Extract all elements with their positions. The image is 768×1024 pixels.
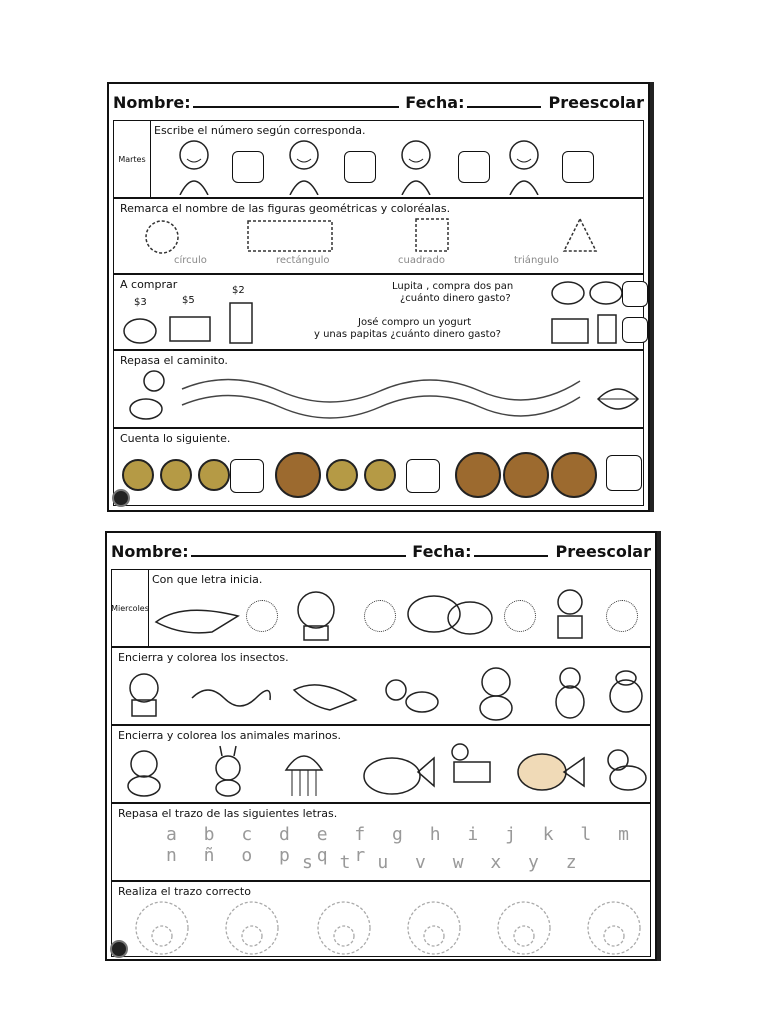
row-instruction: Realiza el trazo correcto bbox=[118, 885, 251, 898]
name-field[interactable] bbox=[191, 555, 407, 557]
answer-box[interactable] bbox=[622, 281, 648, 307]
ant-icon bbox=[122, 367, 178, 425]
bread-icon bbox=[588, 279, 624, 307]
shapes-row bbox=[113, 198, 644, 274]
insects-row bbox=[111, 647, 651, 725]
trace-letters-line-2[interactable]: s t u v w x y z bbox=[302, 852, 585, 873]
day-label: Martes bbox=[114, 121, 151, 197]
row-instruction: Con que letra inicia. bbox=[152, 573, 263, 586]
square-shape-icon bbox=[414, 217, 454, 257]
logo-icon bbox=[110, 940, 128, 958]
yogurt-icon bbox=[168, 311, 214, 345]
coin-group bbox=[122, 457, 232, 493]
answer-box[interactable] bbox=[230, 459, 264, 493]
question-1-line-2: ¿cuánto dinero gasto? bbox=[400, 293, 511, 304]
row-instruction: A comprar bbox=[120, 278, 178, 291]
pig-icon bbox=[122, 670, 166, 720]
snake-icon bbox=[188, 678, 272, 718]
sea-animals-row bbox=[111, 725, 651, 803]
wavy-path[interactable] bbox=[180, 369, 594, 427]
child-icon bbox=[174, 137, 214, 195]
letter-circle[interactable] bbox=[246, 600, 278, 632]
date-field[interactable] bbox=[474, 555, 548, 557]
child-icon bbox=[396, 137, 436, 195]
date-field[interactable] bbox=[467, 106, 541, 108]
level-label: Preescolar bbox=[548, 92, 644, 112]
answer-box[interactable] bbox=[232, 151, 264, 183]
zebra-icon bbox=[446, 740, 502, 800]
row-instruction: Remarca el nombre de las figuras geométricas y coloréalas. bbox=[120, 202, 451, 215]
bee-icon bbox=[602, 668, 652, 720]
lizard-icon bbox=[290, 670, 360, 720]
date-label: Fecha: bbox=[405, 92, 465, 112]
question-2-line-1: José compro un yogurt bbox=[358, 317, 472, 328]
leaf-icon bbox=[594, 381, 642, 417]
coin-icon bbox=[274, 451, 322, 499]
row-instruction: Repasa el trazo de las siguientes letras. bbox=[118, 807, 338, 820]
child-icon bbox=[504, 137, 544, 195]
trace-letters-row bbox=[111, 803, 651, 881]
row-instruction: Cuenta lo siguiente. bbox=[120, 432, 231, 445]
trace-letters-line-1[interactable]: a b c d e f g h i j k l m n ñ o p q r bbox=[166, 824, 637, 866]
answer-box[interactable] bbox=[344, 151, 376, 183]
whale-icon bbox=[362, 746, 436, 798]
bread-icon bbox=[122, 315, 158, 345]
bird-icon bbox=[550, 664, 590, 722]
worksheet-1 bbox=[107, 82, 650, 512]
row-instruction: Repasa el caminito. bbox=[120, 354, 228, 367]
name-label: Nombre: bbox=[111, 541, 189, 561]
lion-icon bbox=[290, 588, 342, 642]
question-2-line-2: y unas papitas ¿cuánto dinero gasto? bbox=[314, 329, 501, 340]
name-field[interactable] bbox=[193, 106, 400, 108]
count-children-row bbox=[113, 120, 644, 198]
letter-circle[interactable] bbox=[364, 600, 396, 632]
shape-name: triángulo bbox=[514, 255, 559, 266]
monkey-icon bbox=[466, 666, 532, 722]
crocodile-icon bbox=[152, 592, 242, 638]
rectangle-shape-icon bbox=[246, 219, 336, 255]
answer-box[interactable] bbox=[562, 151, 594, 183]
bird-icon bbox=[600, 746, 654, 800]
coin-group bbox=[454, 451, 604, 499]
date-label: Fecha: bbox=[412, 541, 472, 561]
row-instruction: Encierra y colorea los animales marinos. bbox=[118, 729, 341, 742]
jellyfish-icon bbox=[282, 746, 326, 798]
shape-name: cuadrado bbox=[398, 255, 446, 266]
shape-name: rectángulo bbox=[276, 255, 330, 266]
shape-name: círculo bbox=[174, 255, 207, 266]
coin-group bbox=[326, 457, 400, 493]
circle-shape-icon bbox=[144, 219, 184, 259]
day-label: Miercoles bbox=[112, 570, 149, 646]
child-icon bbox=[284, 137, 324, 195]
chips-icon bbox=[596, 313, 618, 345]
cat-icon bbox=[122, 748, 168, 798]
answer-box[interactable] bbox=[622, 317, 648, 343]
rabbit-icon bbox=[210, 744, 246, 798]
triangle-shape-icon bbox=[562, 217, 602, 257]
row-instruction: Encierra y colorea los insectos. bbox=[118, 651, 289, 664]
initial-letter-row bbox=[111, 569, 651, 647]
answer-box[interactable] bbox=[606, 455, 642, 491]
yogurt-icon bbox=[550, 315, 590, 345]
price-label: $2 bbox=[232, 285, 245, 296]
bread-icon bbox=[550, 279, 586, 307]
row-instruction: Escribe el número según corresponda. bbox=[154, 124, 366, 137]
dog-icon bbox=[546, 586, 596, 642]
level-label: Preescolar bbox=[555, 541, 651, 561]
price-label: $3 bbox=[134, 297, 147, 308]
ant-icon bbox=[380, 674, 442, 718]
worksheet-2 bbox=[105, 531, 657, 961]
logo-icon bbox=[112, 489, 130, 507]
letter-circle[interactable] bbox=[606, 600, 638, 632]
turtle-icon bbox=[404, 590, 496, 638]
peacock-trace-group[interactable] bbox=[122, 900, 652, 956]
answer-box[interactable] bbox=[458, 151, 490, 183]
sheet2-header bbox=[107, 533, 655, 569]
sheet1-header bbox=[109, 84, 648, 120]
fish-icon bbox=[516, 750, 586, 796]
shopping-row bbox=[113, 274, 644, 350]
letter-circle[interactable] bbox=[504, 600, 536, 632]
chips-icon bbox=[228, 301, 254, 345]
count-coins-row bbox=[113, 428, 644, 506]
answer-box[interactable] bbox=[406, 459, 440, 493]
price-label: $5 bbox=[182, 295, 195, 306]
trace-path-row bbox=[113, 350, 644, 428]
name-label: Nombre: bbox=[113, 92, 191, 112]
question-1-line-1: Lupita , compra dos pan bbox=[392, 281, 514, 292]
correct-stroke-row bbox=[111, 881, 651, 957]
